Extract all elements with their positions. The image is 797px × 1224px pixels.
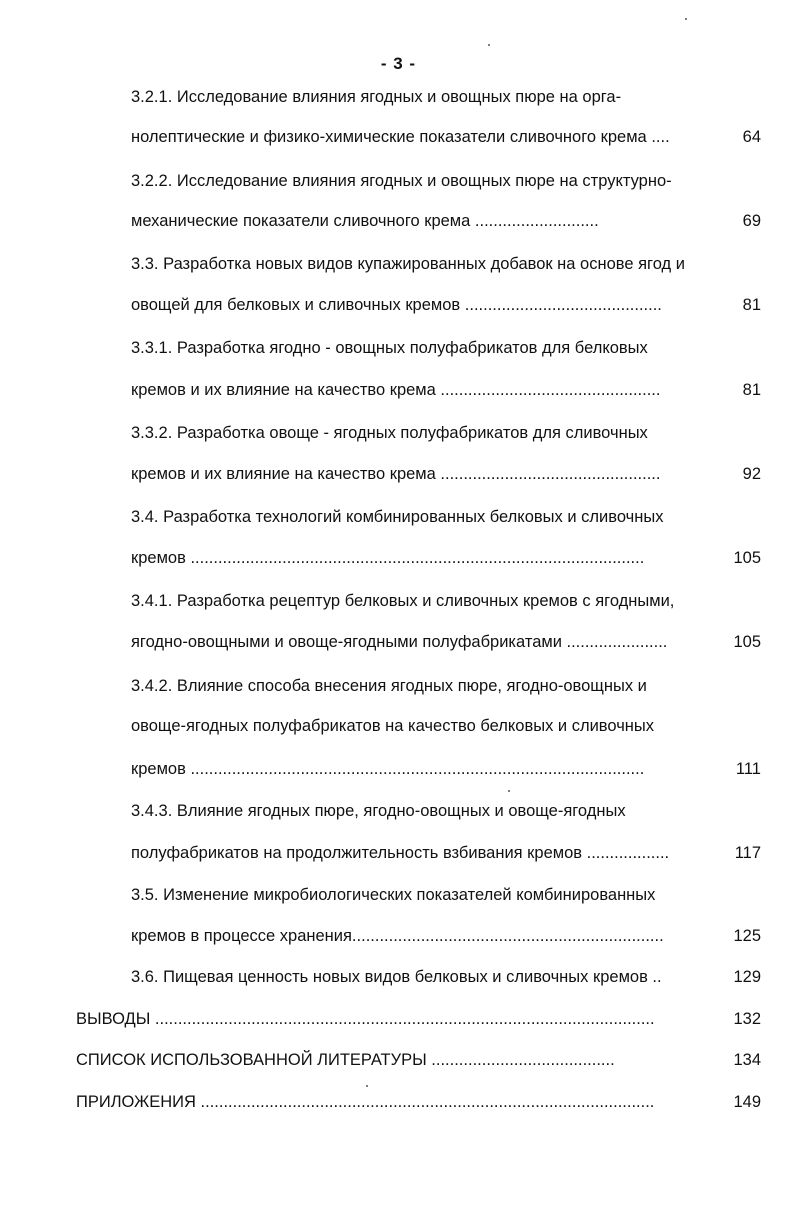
toc-entry-3-3-page: 81	[742, 296, 761, 314]
toc-references-page: 134	[733, 1051, 761, 1069]
toc-entry-3-3-2-line2: кремов и их влияние на качество крема ................................................	[131, 465, 661, 483]
toc-appendices-page: 149	[733, 1093, 761, 1111]
toc-entry-3-3-1-line1: 3.3.1. Разработка ягодно - овощных полуфабрикатов для белковых	[131, 339, 648, 357]
toc-appendices: ПРИЛОЖЕНИЯ ...................................................................................................	[76, 1093, 655, 1111]
toc-entry-3-4-2-line2: овоще-ягодных полуфабрикатов на качество белковых и сливочных	[131, 717, 655, 735]
toc-entry-3-4-2-line3: кремов ...................................................................................................	[131, 760, 645, 778]
toc-entry-3-6-page: 129	[733, 968, 761, 986]
toc-entry-3-5-line1: 3.5. Изменение микробиологических показателей комбинированных	[131, 886, 656, 904]
toc-entry-3-3-2-page: 92	[742, 465, 761, 483]
toc-entry-3-4-1-page: 105	[733, 633, 761, 651]
scan-speck	[685, 18, 687, 20]
toc-entry-3-2-1-page: 64	[742, 128, 761, 146]
toc-entry-3-4-1-line2: ягодно-овощными и овоще-ягодными полуфабрикатами ......................	[131, 633, 668, 651]
toc-entry-3-4-1-line1: 3.4.1. Разработка рецептур белковых и сливочных кремов с ягодными,	[131, 592, 675, 610]
toc-entry-3-4-3-page: 117	[734, 844, 761, 862]
toc-entry-3-4-2-line1: 3.4.2. Влияние способа внесения ягодных пюре, ягодно-овощных и	[131, 677, 647, 695]
toc-entry-3-6-line1: 3.6. Пищевая ценность новых видов белковых и сливочных кремов ..	[131, 968, 662, 986]
scan-speck	[488, 44, 490, 46]
toc-entry-3-2-1-line2: нолептические и физико-химические показатели сливочного крема ....	[131, 128, 670, 146]
toc-entry-3-5-page: 125	[733, 927, 761, 945]
toc-entry-3-4-3-line1: 3.4.3. Влияние ягодных пюре, ягодно-овощных и овоще-ягодных	[131, 802, 626, 820]
toc-entry-3-3-2-line1: 3.3.2. Разработка овоще - ягодных полуфабрикатов для сливочных	[131, 424, 648, 442]
toc-entry-3-4-page: 105	[733, 549, 761, 567]
scan-speck	[366, 1085, 368, 1087]
toc-entry-3-2-2-line2: механические показатели сливочного крема ...........................	[131, 212, 599, 230]
toc-entry-3-4-line2: кремов ...................................................................................................	[131, 549, 645, 567]
scan-speck	[508, 790, 510, 792]
toc-entry-3-2-1-line1: 3.2.1. Исследование влияния ягодных и овощных пюре на орга-	[131, 88, 622, 106]
toc-entry-3-5-line2: кремов в процессе хранения....................................................................	[131, 927, 664, 945]
toc-entry-3-3-line1: 3.3. Разработка новых видов купажированных добавок на основе ягод и	[131, 255, 685, 273]
toc-conclusions: ВЫВОДЫ .............................................................................................................	[76, 1010, 655, 1028]
toc-entry-3-3-line2: овощей для белковых и сливочных кремов ...........................................	[131, 296, 662, 314]
toc-references: СПИСОК ИСПОЛЬЗОВАННОЙ ЛИТЕРАТУРЫ ........................................	[76, 1051, 615, 1069]
toc-entry-3-4-3-line2: полуфабрикатов на продолжительность взбивания кремов ..................	[131, 844, 670, 862]
toc-entry-3-4-line1: 3.4. Разработка технологий комбинированных белковых и сливочных	[131, 508, 664, 526]
toc-entry-3-4-2-page: 111	[735, 760, 761, 778]
toc-entry-3-2-2-line1: 3.2.2. Исследование влияния ягодных и овощных пюре на структурно-	[131, 172, 672, 190]
toc-conclusions-page: 132	[733, 1010, 761, 1028]
toc-entry-3-2-2-page: 69	[742, 212, 761, 230]
toc-entry-3-3-1-line2: кремов и их влияние на качество крема ................................................	[131, 381, 661, 399]
page-number: - 3 -	[380, 54, 417, 73]
toc-entry-3-3-1-page: 81	[742, 381, 761, 399]
